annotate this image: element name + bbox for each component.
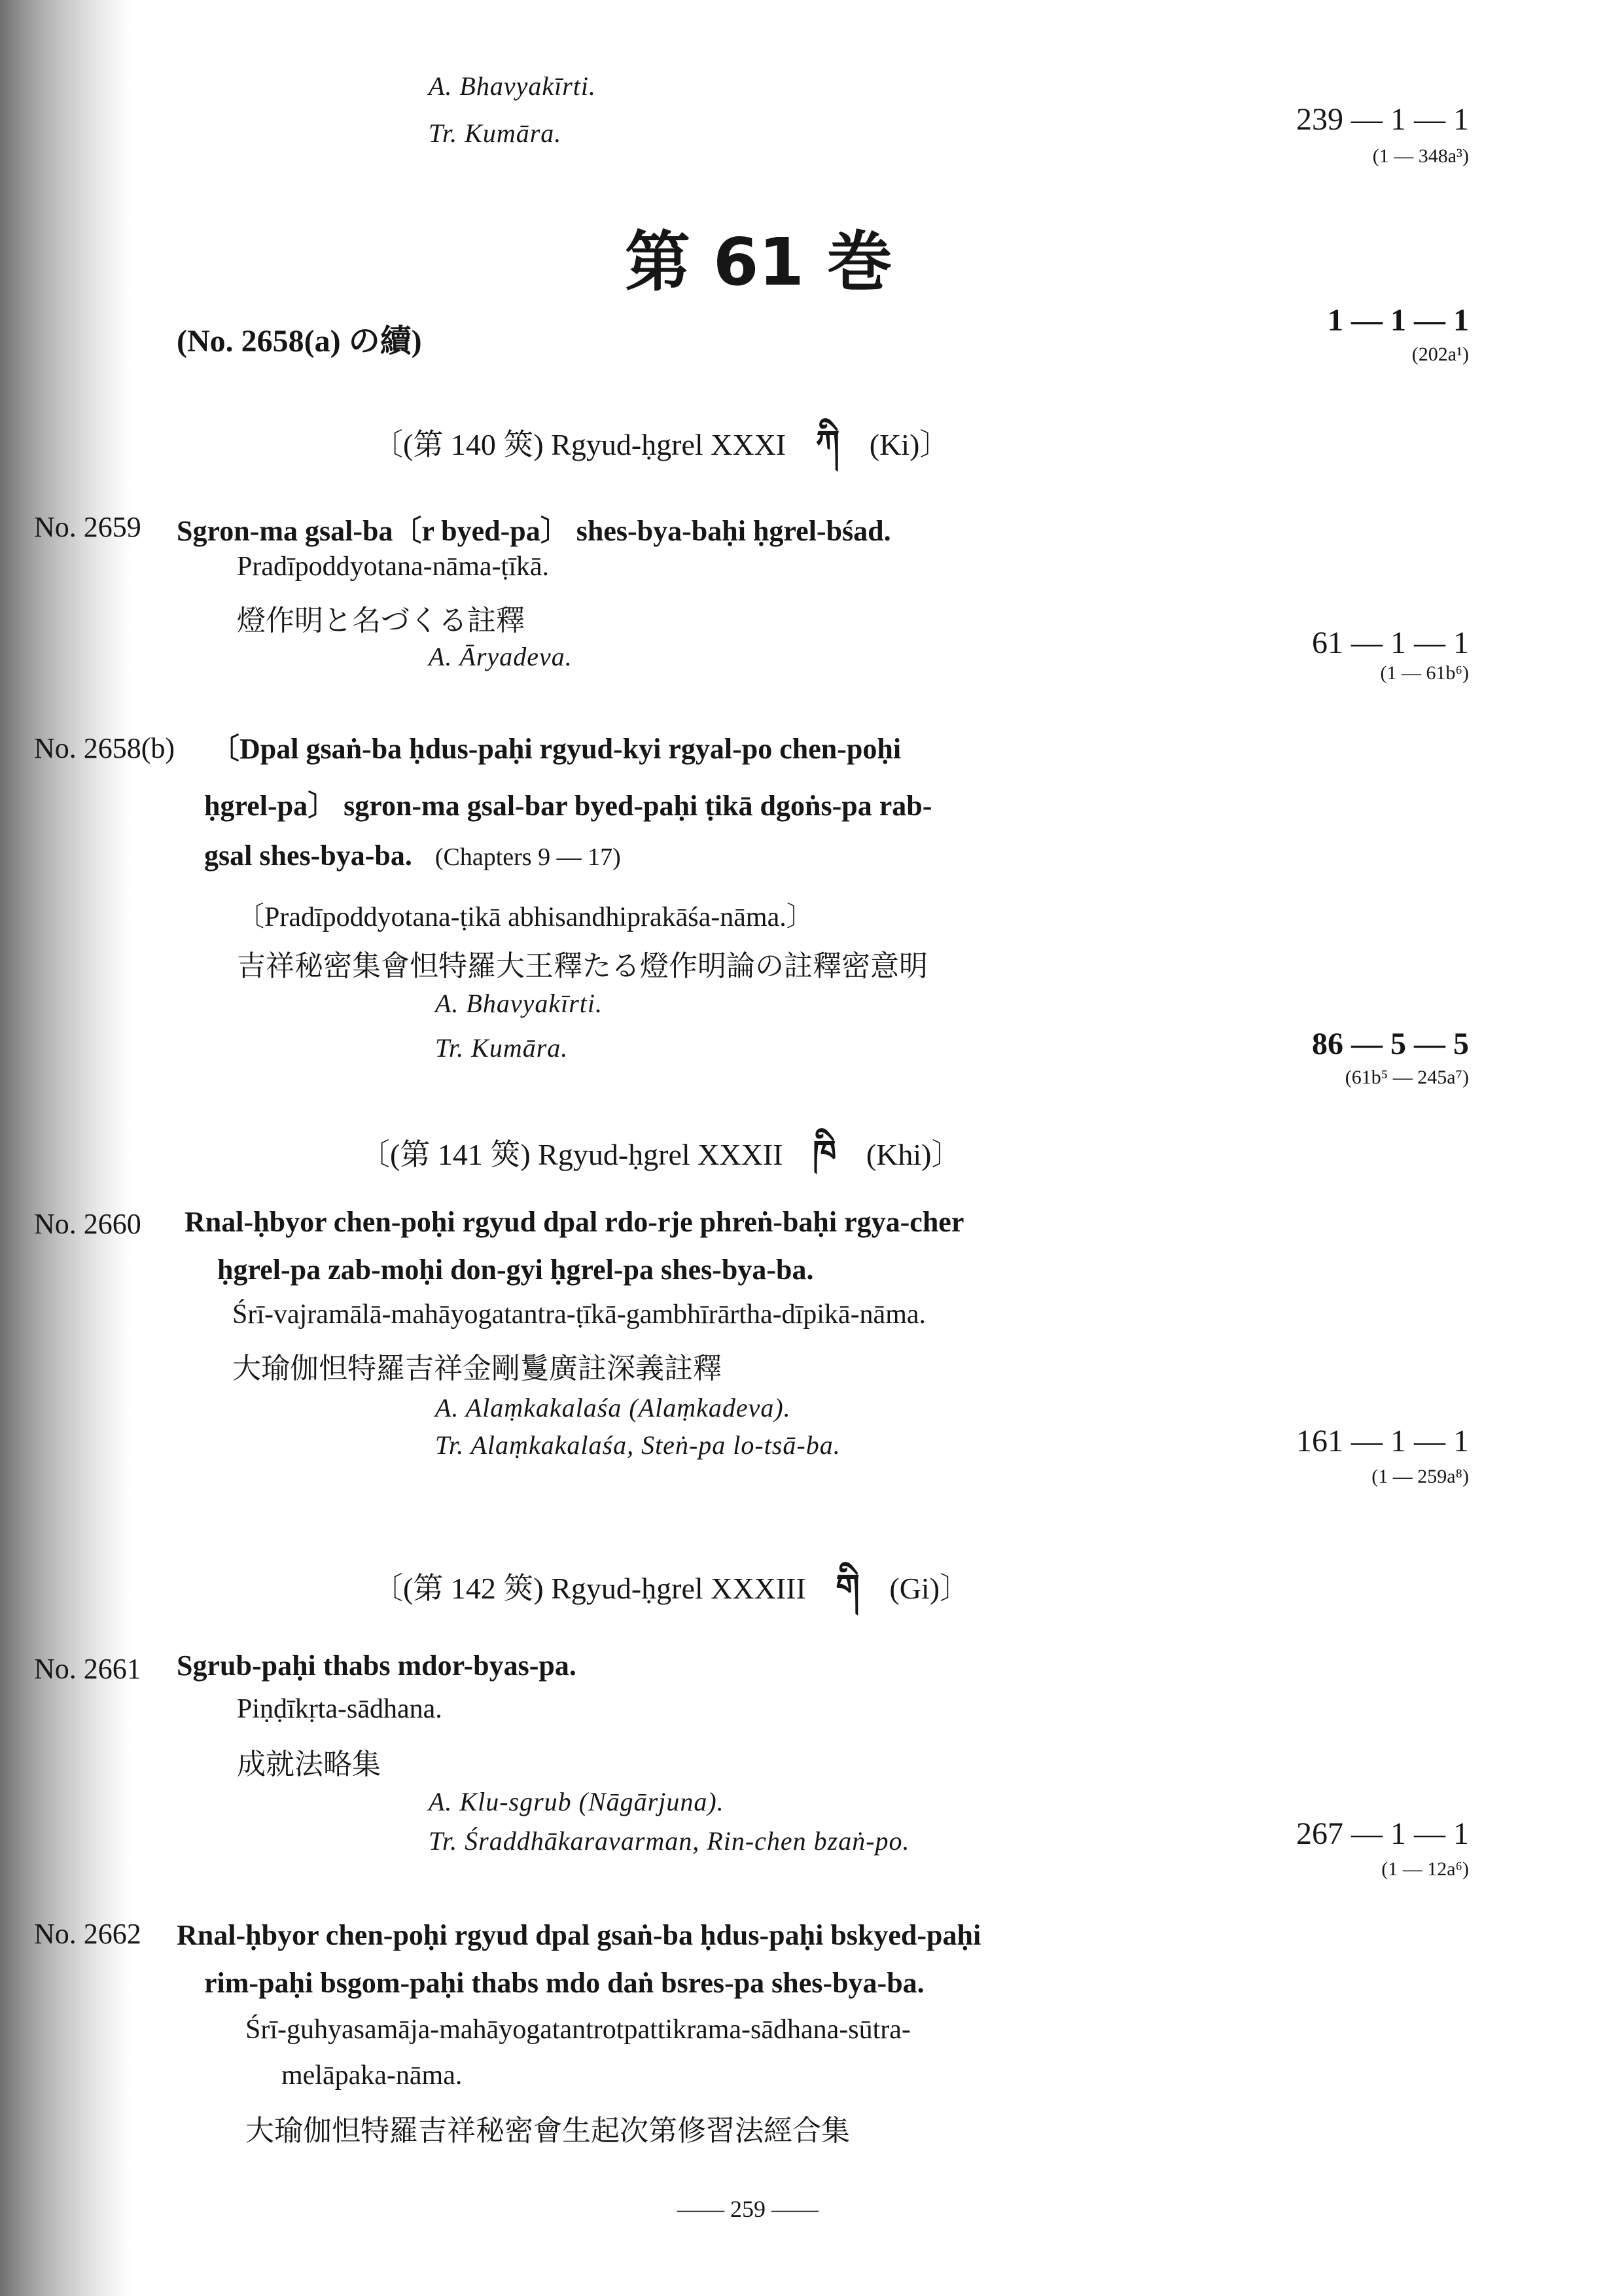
tibetan-khi-glyph: ཁི	[812, 1134, 837, 1173]
top-entry-ref-sub: (1 — 348a³)	[1372, 145, 1469, 167]
entry-title: ḥgrel-pa zab-moḥi don-gyi ḥgrel-pa shes-bya-ba.	[217, 1254, 814, 1286]
section-suffix: (Gi)〕	[889, 1572, 970, 1605]
tibetan-ki-glyph: ཀི	[815, 424, 840, 463]
entry-ref-sub: (1 — 12a⁶)	[1381, 1858, 1469, 1880]
entry-japanese: 大瑜伽怛特羅吉祥金剛鬘廣註深義註釋	[232, 1352, 722, 1385]
entry-japanese: 大瑜伽怛特羅吉祥秘密會生起次第修習法經合集	[245, 2114, 850, 2147]
entry-sanskrit: Pradīpoddyotana-nāma-ṭīkā.	[237, 552, 550, 582]
section-label: 〔(第 140 筴) Rgyud-ḥgrel XXXI	[373, 428, 786, 461]
entry-author: A. Alaṃkakalaśa (Alaṃkadeva).	[435, 1393, 791, 1422]
entry-sanskrit: Piṇḍīkṛta-sādhana.	[237, 1694, 442, 1724]
entry-translator: Tr. Kumāra.	[435, 1033, 569, 1063]
entry-sanskrit: melāpaka-nāma.	[281, 2060, 463, 2091]
volume-ref: 1 — 1 — 1	[1328, 303, 1469, 338]
book-spine-shadow	[0, 0, 131, 2296]
top-entry-ref: 239 — 1 — 1	[1296, 102, 1469, 137]
entry-japanese: 成就法略集	[237, 1748, 381, 1781]
entry-number: No. 2660	[34, 1208, 141, 1240]
entry-sanskrit: 〔Pradīpoddyotana-ṭikā abhisandhiprakāśa-nāma.〕	[237, 902, 814, 932]
entry-number: No. 2658(b)	[34, 732, 175, 764]
entry-ref-sub: (1 — 259a⁸)	[1371, 1466, 1469, 1487]
entry-author: A. Klu-sgrub (Nāgārjuna).	[429, 1787, 724, 1816]
tibetan-gi-glyph: གི	[836, 1568, 860, 1607]
volume-continuation: (No. 2658(a) の續)	[177, 324, 422, 359]
volume-ref-sub: (202a¹)	[1411, 344, 1469, 365]
entry-number: No. 2659	[34, 511, 141, 543]
section-suffix: (Khi)〕	[866, 1138, 962, 1171]
entry-ref: 267 — 1 — 1	[1296, 1816, 1469, 1851]
entry-title: Rnal-ḥbyor chen-poḥi rgyud dpal gsaṅ-ba ḥdus-paḥi bskyed-paḥi	[177, 1919, 981, 1951]
entry-title: Sgron-ma gsal-ba〔r byed-pa〕 shes-bya-baḥi ḥgrel-bśad.	[177, 515, 891, 547]
page-number: —— 259 ——	[677, 2196, 819, 2222]
section-heading-141	[360, 1116, 962, 1211]
entry-ref-sub: (61b⁵ — 245a⁷)	[1345, 1067, 1469, 1088]
top-entry-author: A. Bhavyakīrti.	[429, 71, 597, 101]
section-label: 〔(第 142 筴) Rgyud-ḥgrel XXXIII	[373, 1572, 806, 1605]
entry-ref: 61 — 1 — 1	[1312, 626, 1469, 660]
entry-title: 〔Dpal gsaṅ-ba ḥdus-paḥi rgyud-kyi rgyal-po chen-poḥi	[211, 733, 902, 765]
entry-ref-sub: (1 — 61b⁶)	[1380, 662, 1469, 684]
top-entry-translator: Tr. Kumāra.	[429, 118, 562, 148]
entry-title: ḥgrel-pa〕 sgron-ma gsal-bar byed-paḥi ṭikā dgoṅs-pa rab-	[204, 790, 932, 822]
entry-number: No. 2661	[34, 1653, 141, 1685]
entry-japanese: 吉祥秘密集會怛特羅大王釋たる燈作明論の註釋密意明	[237, 949, 928, 983]
entry-title-end: gsal shes-bya-ba.	[204, 839, 412, 872]
entry-number: No. 2662	[34, 1918, 141, 1950]
entry-title: rim-paḥi bsgom-paḥi thabs mdo daṅ bsres-pa shes-bya-ba.	[204, 1967, 925, 1999]
section-heading-142	[373, 1549, 970, 1645]
entry-translator: Tr. Śraddhākaravarman, Rin-chen bzaṅ-po.	[429, 1826, 910, 1856]
entry-japanese: 燈作明と名づくる註釋	[237, 604, 525, 637]
entry-chapters: (Chapters 9 — 17)	[434, 843, 621, 871]
section-heading-140	[373, 406, 949, 501]
section-label: 〔(第 141 筴) Rgyud-ḥgrel XXXII	[360, 1138, 783, 1171]
section-suffix: (Ki)〕	[869, 428, 950, 461]
entry-sanskrit: Śrī-guhyasamāja-mahāyogatantrotpattikrama-sādhana-sūtra-	[245, 2015, 911, 2045]
entry-author: A. Bhavyakīrti.	[435, 989, 603, 1018]
entry-title: Sgrub-paḥi thabs mdor-byas-pa.	[177, 1650, 576, 1682]
entry-author: A. Āryadeva.	[429, 642, 573, 671]
entry-translator: Tr. Alaṃkakalaśa, Steṅ-pa lo-tsā-ba.	[435, 1430, 841, 1460]
entry-title	[204, 839, 621, 872]
entry-ref: 161 — 1 — 1	[1296, 1424, 1469, 1458]
entry-ref: 86 — 5 — 5	[1312, 1027, 1469, 1061]
entry-title: Rnal-ḥbyor chen-poḥi rgyud dpal rdo-rje phreṅ-baḥi rgya-cher	[185, 1206, 964, 1238]
volume-heading: 第 61 巻	[625, 224, 892, 300]
entry-sanskrit: Śrī-vajramālā-mahāyogatantra-ṭīkā-gambhīrārtha-dīpikā-nāma.	[232, 1299, 927, 1330]
